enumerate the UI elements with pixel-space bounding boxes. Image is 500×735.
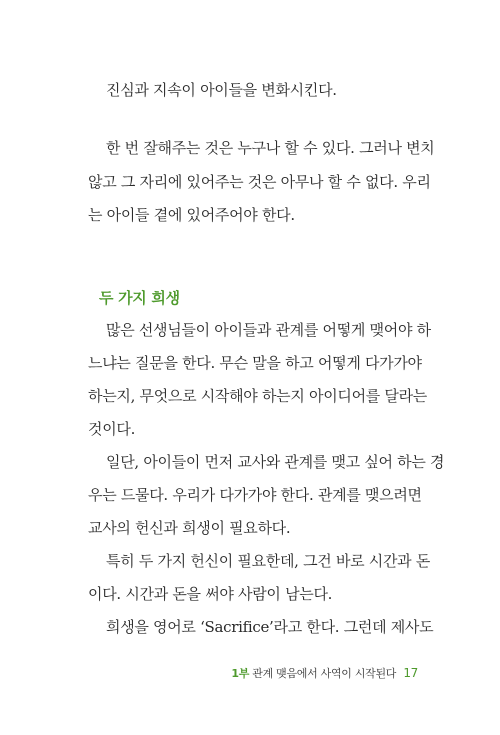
paragraph-4-line-3: 교사의 헌신과 희생이 필요하다. [88,519,291,537]
paragraph-5-line-2: 이다. 시간과 돈을 써야 사람이 남는다. [88,585,333,603]
paragraph-4-line-2: 우는 드물다. 우리가 다가가야 한다. 관계를 맺으려면 [88,486,422,504]
paragraph-4-line-1: 일단, 아이들이 먼저 교사와 관계를 맺고 싶어 하는 경 [106,453,445,471]
running-footer [231,665,418,681]
footer-title: 관계 맺음에서 사역이 시작된다 [252,667,397,680]
paragraph-3-line-1: 많은 선생님들이 아이들과 관계를 어떻게 맺어야 하 [106,321,431,339]
paragraph-2-line-2: 않고 그 자리에 있어주는 것은 아무나 할 수 없다. 우리 [88,173,431,191]
page-number: 17 [403,666,418,680]
paragraph-2-line-1: 한 번 잘해주는 것은 누구나 할 수 있다. 그러나 변치 [106,139,435,157]
footer-part: 1부 [231,667,250,680]
paragraph-2-line-3: 는 아이들 곁에 있어주어야 한다. [88,206,295,224]
paragraph-5-line-1: 특히 두 가지 헌신이 필요한데, 그건 바로 시간과 돈 [106,552,431,570]
paragraph-1-line-1: 진심과 지속이 아이들을 변화시킨다. [106,81,337,99]
paragraph-3-line-4: 것이다. [88,420,136,438]
paragraph-6-line-1: 희생을 영어로 ‘Sacrifice’라고 한다. 그런데 제사도 [106,618,434,636]
section-heading: 두 가지 희생 [99,289,180,307]
paragraph-3-line-3: 하는지, 무엇으로 시작해야 하는지 아이디어를 달라는 [88,387,427,405]
paragraph-3-line-2: 느냐는 질문을 한다. 무슨 말을 하고 어떻게 다가가야 [88,354,422,372]
